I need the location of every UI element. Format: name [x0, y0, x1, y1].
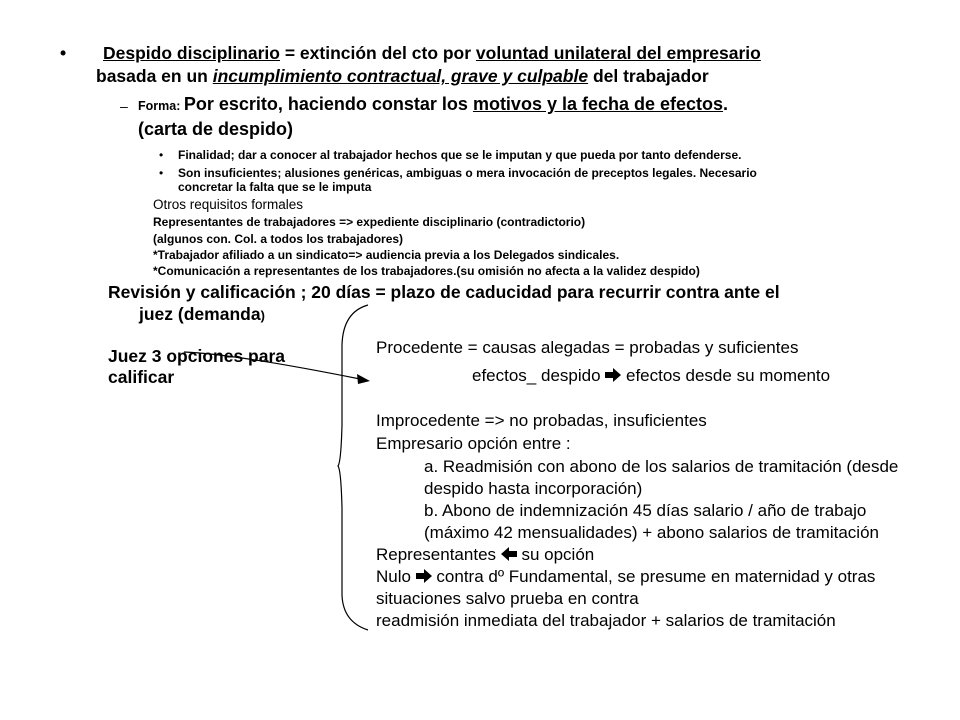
bullet-dot: • [60, 43, 67, 63]
sub-bullet-dot-1: • [159, 148, 164, 162]
forma-label: Forma: [138, 99, 184, 113]
forma-motivos: motivos y la fecha de efectos [472, 94, 724, 114]
representantes-pre: Representantes [376, 545, 501, 564]
procedente-line: Procedente = causas alegadas = probadas y suficientes [376, 338, 799, 357]
option-b-line2: (máximo 42 mensualidades) + abono salarios de tramitación [424, 523, 879, 542]
line2-post: del trabajador [588, 66, 709, 86]
nulo-pre: Nulo [376, 567, 416, 586]
sub-bullet-dot-2: • [159, 166, 164, 180]
forma-dash: – [120, 98, 128, 114]
revision-line2-text: juez (demanda [139, 304, 261, 324]
option-a-line2: despido hasta incorporación) [424, 479, 643, 498]
otros-line-4: *Comunicación a representantes de los trabajadores.(su omisión no afecta a la validez despido) [153, 264, 700, 278]
forma-line2: (carta de despido) [138, 119, 294, 139]
readmision-line: readmisión inmediata del trabajador + salarios de tramitación [376, 611, 836, 630]
option-a-line1: a. Readmisión con abono de los salarios de tramitación (desde [424, 457, 899, 476]
incumplimiento-text: incumplimiento contractual, grave y culpable [212, 66, 589, 86]
otros-line-3: *Trabajador afiliado a un sindicato=> audiencia previa a los Delegados sindicales. [153, 248, 620, 262]
sub-bullet-insuficientes: Son insuficientes; alusiones genéricas, ambiguas o mera invocación de preceptos legales. Necesario [178, 166, 757, 180]
nulo-post: contra dº Fundamental, se presume en maternidad y otras [431, 567, 876, 586]
term-despido-disciplinario: Despido disciplinario [103, 43, 280, 63]
juez-line1: Juez 3 opciones para [108, 346, 286, 366]
representantes-post: su opción [516, 545, 595, 564]
option-b-line1: b. Abono de indemnización 45 días salario / año de trabajo [424, 501, 867, 520]
line2-pre: basada en un [96, 66, 213, 86]
revision-line2-end: ) [260, 308, 265, 323]
curly-brace [338, 305, 368, 630]
revision-line1: Revisión y calificación ; 20 días = plazo de caducidad para recurrir contra ante el [108, 282, 780, 302]
definition-eq: = extinción del cto por [279, 43, 476, 63]
improcedente-line: Improcedente => no probadas, insuficientes [376, 411, 707, 430]
nulo-line2: situaciones salvo prueba en contra [376, 589, 639, 608]
voluntad-unilateral: voluntad unilateral del empresario [475, 43, 761, 63]
otros-line-1: Representantes de trabajadores => expediente disciplinario (contradictorio) [153, 215, 586, 229]
forma-text1: Por escrito, haciendo constar los [183, 94, 473, 114]
otros-requisitos-title: Otros requisitos formales [153, 197, 304, 212]
efectos-post: efectos desde su momento [621, 366, 831, 385]
sub-bullet-finalidad: Finalidad; dar a conocer al trabajador hechos que se le imputan y que pueda por tanto defenderse. [178, 148, 742, 162]
sub-bullet-insuficientes-line2: concretar la falta que se le imputa [178, 180, 372, 194]
juez-line2: calificar [108, 367, 175, 387]
efectos-pre: efectos_ despido [472, 366, 606, 385]
empresario-line: Empresario opción entre : [376, 434, 571, 453]
otros-line-2: (algunos con. Col. a todos los trabajadores) [153, 232, 404, 246]
forma-text2: . [723, 94, 729, 114]
